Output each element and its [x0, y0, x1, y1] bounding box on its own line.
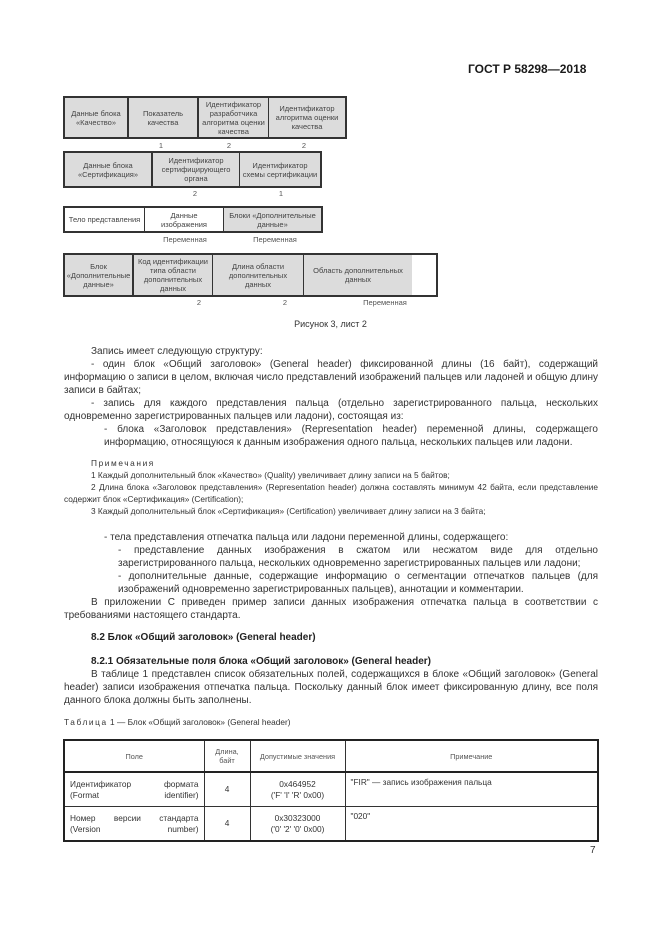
diagram-cell: Длина области дополнительных данных	[213, 255, 304, 295]
paragraph: - представление данных изображения в сжатом или несжатом виде для отдельно зарегистрированного пальца, нескольких одновременно зарегистрированных пальцев или ладони;	[118, 545, 598, 569]
section-heading: 8.2.1 Обязательные поля блока «Общий заголовок» (General header)	[91, 656, 432, 667]
note: 1 Каждый дополнительный блок «Качество» (Quality) увеличивает длину записи на 5 байтов;	[91, 470, 450, 480]
length-label: 2	[282, 298, 288, 307]
section-heading: 8.2 Блок «Общий заголовок» (General header)	[91, 632, 316, 643]
length-label: 2	[226, 141, 232, 150]
length-label: 2	[196, 298, 202, 307]
diagram-cell: Идентификатор разработчика алгоритма оценки качества	[199, 98, 269, 137]
values-cell	[250, 772, 345, 807]
field-cell: Идентификатор формата (Format identifier)	[64, 772, 204, 807]
standard-code: ГОСТ Р 58298—2018	[468, 62, 587, 76]
column-header: Поле	[64, 740, 204, 772]
value-chars: ('F' 'I' 'R' 0x00)	[270, 789, 325, 800]
paragraph: - дополнительные данные, содержащие информацию о сегментации отпечатков пальцев (для изображений одновременно зарегистрированных пальцев), аннотации и комментарии.	[118, 571, 598, 595]
length-label: Переменная	[163, 235, 207, 244]
general-header-table	[63, 739, 599, 842]
column-header: Примечание	[345, 740, 598, 772]
note-cell: "020"	[345, 807, 598, 842]
length-label: 1	[158, 141, 164, 150]
diagram-cell: Область дополнительных данных	[304, 255, 412, 295]
note-cell: "FIR" — запись изображения пальца	[345, 772, 598, 807]
table-row	[64, 807, 598, 842]
paragraph: Запись имеет следующую структуру:	[91, 346, 263, 357]
paragraph: - тела представления отпечатка пальца или ладони переменной длины, содержащего:	[104, 532, 509, 543]
column-header: Допустимые значения	[250, 740, 345, 772]
diagram-cell: Идентификатор сертифицирующего органа	[153, 153, 240, 186]
length-label: Переменная	[253, 235, 297, 244]
values-cell	[250, 807, 345, 842]
diagram-cell: Тело представления	[65, 208, 145, 231]
diagram-row-extended	[63, 253, 438, 297]
page-number: 7	[590, 845, 596, 856]
diagram-cell: Блок «Дополнительные данные»	[65, 255, 134, 295]
diagram-cell: Данные блока «Качество»	[65, 98, 129, 137]
length-cell: 4	[204, 772, 250, 807]
value-hex: 0x464952	[279, 778, 316, 789]
note: 3 Каждый дополнительный блок «Сертификация» (Certification) увеличивает длину записи на 3 байта;	[91, 506, 486, 516]
length-cell: 4	[204, 807, 250, 842]
paragraph: - блока «Заголовок представления» (Representation header) переменной длины, содержащего информацию, относящуюся к данным изображения одного пальца, нескольких пальцев или ладони.	[104, 424, 598, 448]
length-label: 1	[278, 189, 284, 198]
diagram-cell: Блоки «Дополнительные данные»	[224, 208, 321, 231]
paragraph: - запись для каждого представления пальца (отдельно зарегистрированного пальца, нескольких одновременно зарегистрированных пальцев или ладони), состоящая из:	[64, 398, 598, 422]
length-label: 2	[301, 141, 307, 150]
note: 2 Длина блока «Заголовок представления» (Representation header) должна составлять минимум 42 байта, если представление содержит блок «Сертификация» (Certification);	[64, 482, 598, 504]
table-header-row	[64, 740, 598, 772]
notes-title: Примечания	[91, 458, 155, 468]
diagram-cell: Показатель качества	[129, 98, 199, 137]
paragraph: В приложении С приведен пример записи данных изображения отпечатка пальца в соответствии с требованиями настоящего стандарта.	[64, 597, 598, 621]
length-label: Переменная	[363, 298, 407, 307]
paragraph: В таблице 1 представлен список обязательных полей, содержащихся в блоке «Общий заголовок» (General header) записи изображения отпечатка пальца. Поскольку данный блок имеет фиксированную длину, все поля данного блока должны быть заполнены.	[64, 669, 598, 706]
diagram-cell: Данные изображения	[145, 208, 224, 231]
length-label: 2	[192, 189, 198, 198]
diagram-cell: Код идентификации типа области дополнительных данных	[134, 255, 213, 295]
figure-caption: Рисунок 3, лист 2	[294, 319, 367, 329]
table-row	[64, 772, 598, 807]
diagram-cell: Данные блока «Сертификация»	[65, 153, 153, 186]
paragraph: - один блок «Общий заголовок» (General header) фиксированной длины (16 байт), содержащий информацию о записи в целом, включая число представлений изображений пальцев или ладоней и общую длину записи в байтах;	[64, 359, 598, 396]
diagram-row-quality	[63, 96, 347, 139]
table-caption	[64, 717, 598, 729]
diagram-cell: Идентификатор схемы сертификации	[240, 153, 320, 186]
field-cell: Номер версии стандарта (Version number)	[64, 807, 204, 842]
table-label: Таблица	[64, 717, 108, 727]
diagram-row-body	[63, 206, 323, 233]
diagram-cell: Идентификатор алгоритма оценки качества	[269, 98, 345, 137]
value-hex: 0x30323000	[274, 812, 321, 823]
diagram-row-certification	[63, 151, 322, 188]
column-header: Длина, байт	[204, 740, 250, 772]
table-title: 1 — Блок «Общий заголовок» (General header)	[110, 717, 291, 727]
value-chars: ('0' '2' '0' 0x00)	[270, 823, 325, 834]
